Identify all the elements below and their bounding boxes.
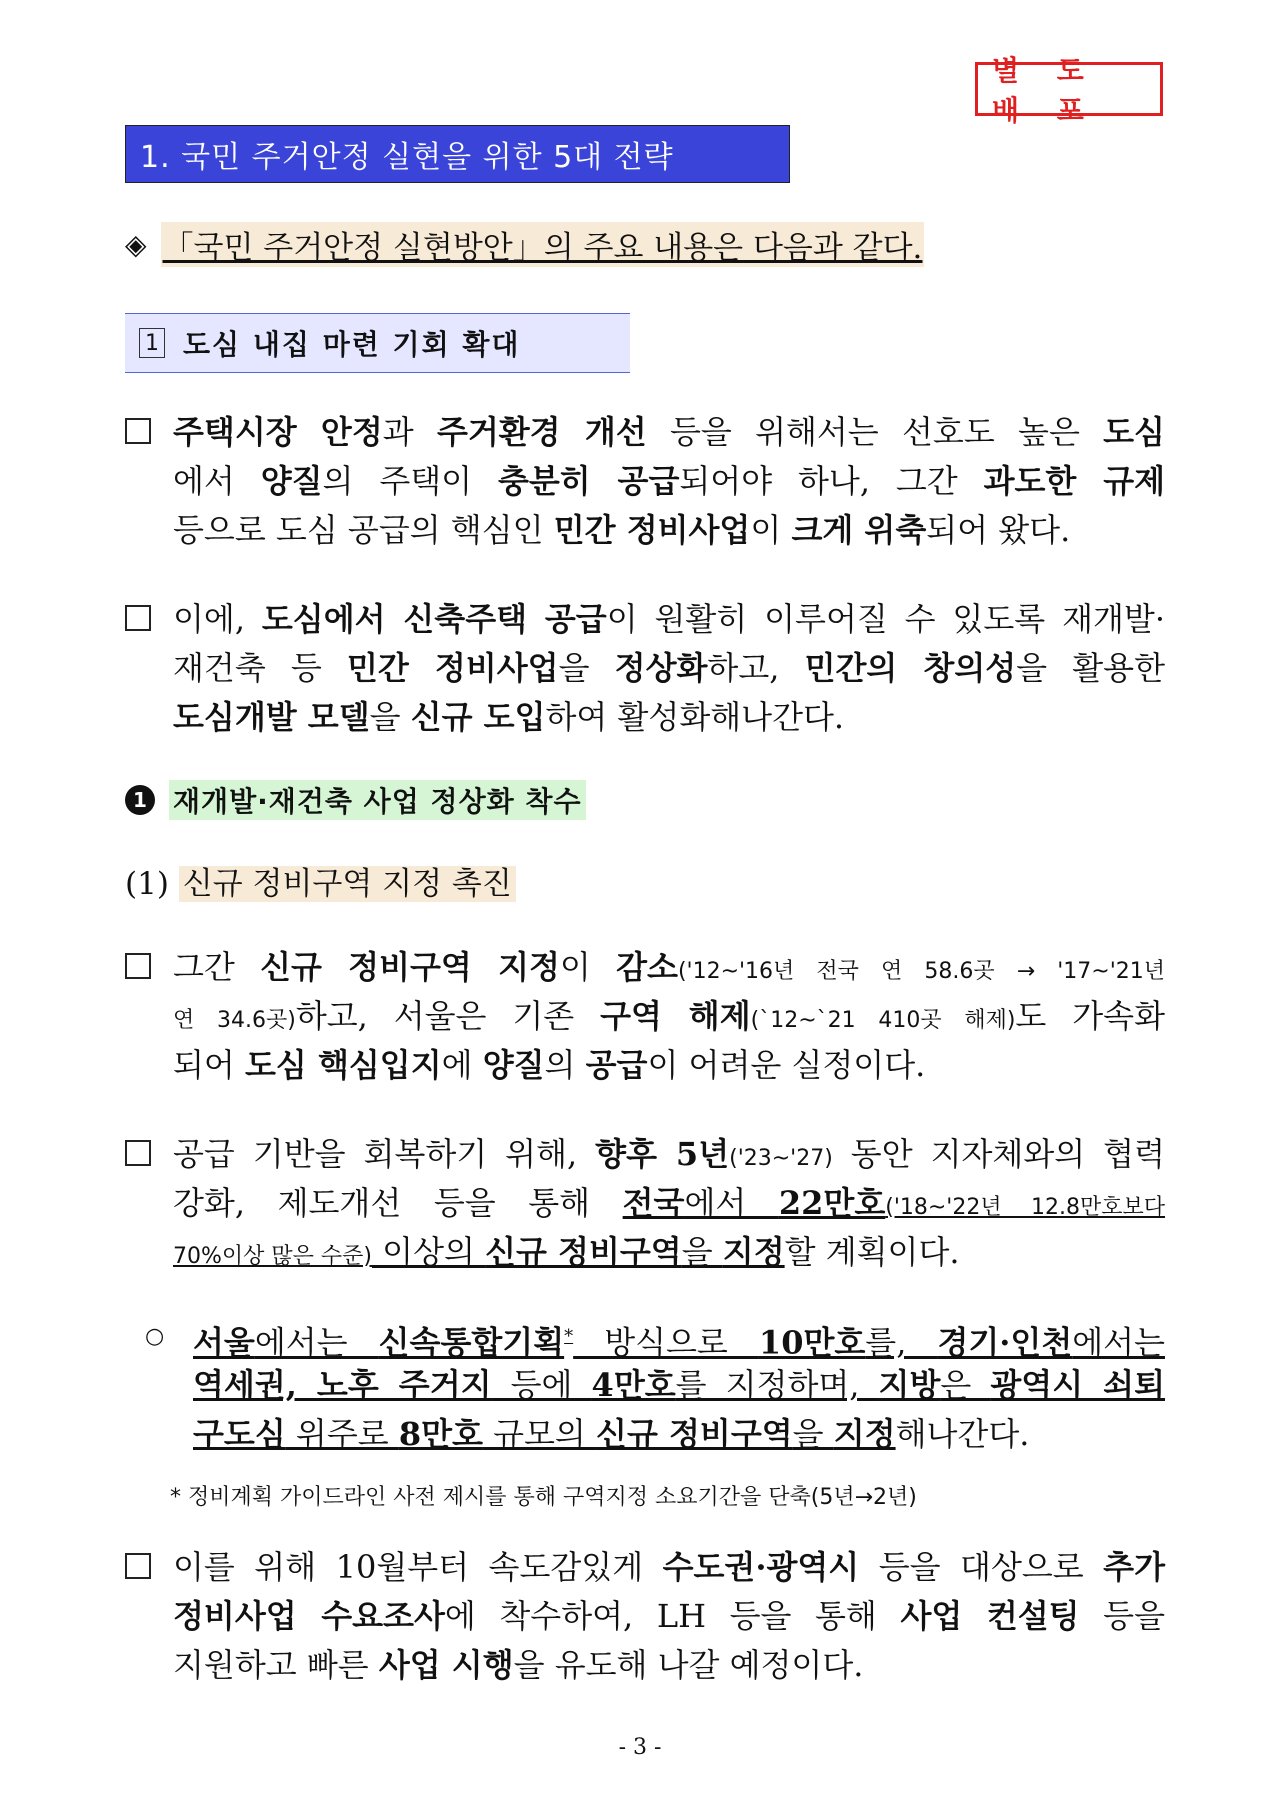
sub-item-header (125, 858, 516, 903)
subsection-number: 1 (139, 328, 165, 358)
paragraph-1: 주택시장 안정과 주거환경 개선 등을 위해서는 선호도 높은 도심 에서 양질의 주택이 충분히 공급되어야 하나, 그간 과도한 규제 등으로 도심 공급의 핵심인 민간 정비사업이 크게 위축되어 왔다. (125, 408, 1165, 555)
circle-bullet-icon: ○ (145, 1324, 165, 1349)
paragraph-3: 그간 신규 정비구역 지정이 감소('12~'16년 전국 연 58.6곳 → '17~'21년 연 34.6곳)하고, 서울은 기존 구역 해제(`12~`21 410곳 해제)도 가속화 되어 도심 핵심입지에 양질의 공급이 어려운 실정이다. (125, 943, 1165, 1090)
checkbox-bullet-icon (125, 1140, 151, 1166)
numbered-circle-icon: 1 (125, 785, 155, 815)
intro-highlight: 「국민 주거안정 실현방안」의 주요 내용은 다음과 같다. (161, 222, 925, 267)
page-number: - 3 - (618, 1735, 662, 1760)
checkbox-bullet-icon (125, 605, 151, 631)
section-title: 1. 국민 주거안정 실현을 위한 5대 전략 (125, 125, 790, 183)
checkbox-bullet-icon (125, 418, 151, 444)
paragraph-4: 공급 기반을 회복하기 위해, 향후 5년('23~'27) 동안 지자체와의 협력 강화, 제도개선 등을 통해 전국에서 22만호('18~'22년 12.8만호보다 70%이상 많은 수준) 이상의 신규 정비구역을 지정할 계획이다. (125, 1130, 1165, 1277)
distribution-stamp: 별 도 배 포 (975, 62, 1163, 116)
circle-paragraph: ○ 서울에서는 신속통합기획* 방식으로 10만호를, 경기·인천에서는 역세권, 노후 주거지 등에 4만호를 지정하며, 지방은 광역시 쇠퇴 구도심 위주로 8만호 규모의 신규 정비구역을 지정해나간다. (145, 1312, 1165, 1459)
paragraph-2: 이에, 도심에서 신축주택 공급이 원활히 이루어질 수 있도록 재개발· 재건축 등 민간 정비사업을 정상화하고, 민간의 창의성을 활용한 도심개발 모델을 신규 도입하여 활성화해나간다. (125, 595, 1165, 742)
sub-item-number: (1) (125, 866, 169, 902)
paragraph-5: 이를 위해 10월부터 속도감있게 수도권·광역시 등을 대상으로 추가 정비사업 수요조사에 착수하여, LH 등을 통해 사업 컨설팅 등을 지원하고 빠른 사업 시행을 유도해 나갈 예정이다. (125, 1543, 1165, 1690)
item-header (125, 780, 586, 820)
subsection-title: 도심 내집 마련 기회 확대 (183, 328, 521, 361)
intro-line (125, 222, 924, 267)
checkbox-bullet-icon (125, 953, 151, 979)
footnote: * 정비계획 가이드라인 사전 제시를 통해 구역지정 소요기간을 단축(5년→2년) (170, 1485, 917, 1510)
subsection-header (125, 313, 630, 373)
sub-item-title: 신규 정비구역 지정 촉진 (179, 866, 516, 902)
item-title: 재개발·재건축 사업 정상화 착수 (169, 780, 586, 820)
checkbox-bullet-icon (125, 1553, 151, 1579)
diamond-bullet-icon: ◈ (125, 228, 147, 261)
